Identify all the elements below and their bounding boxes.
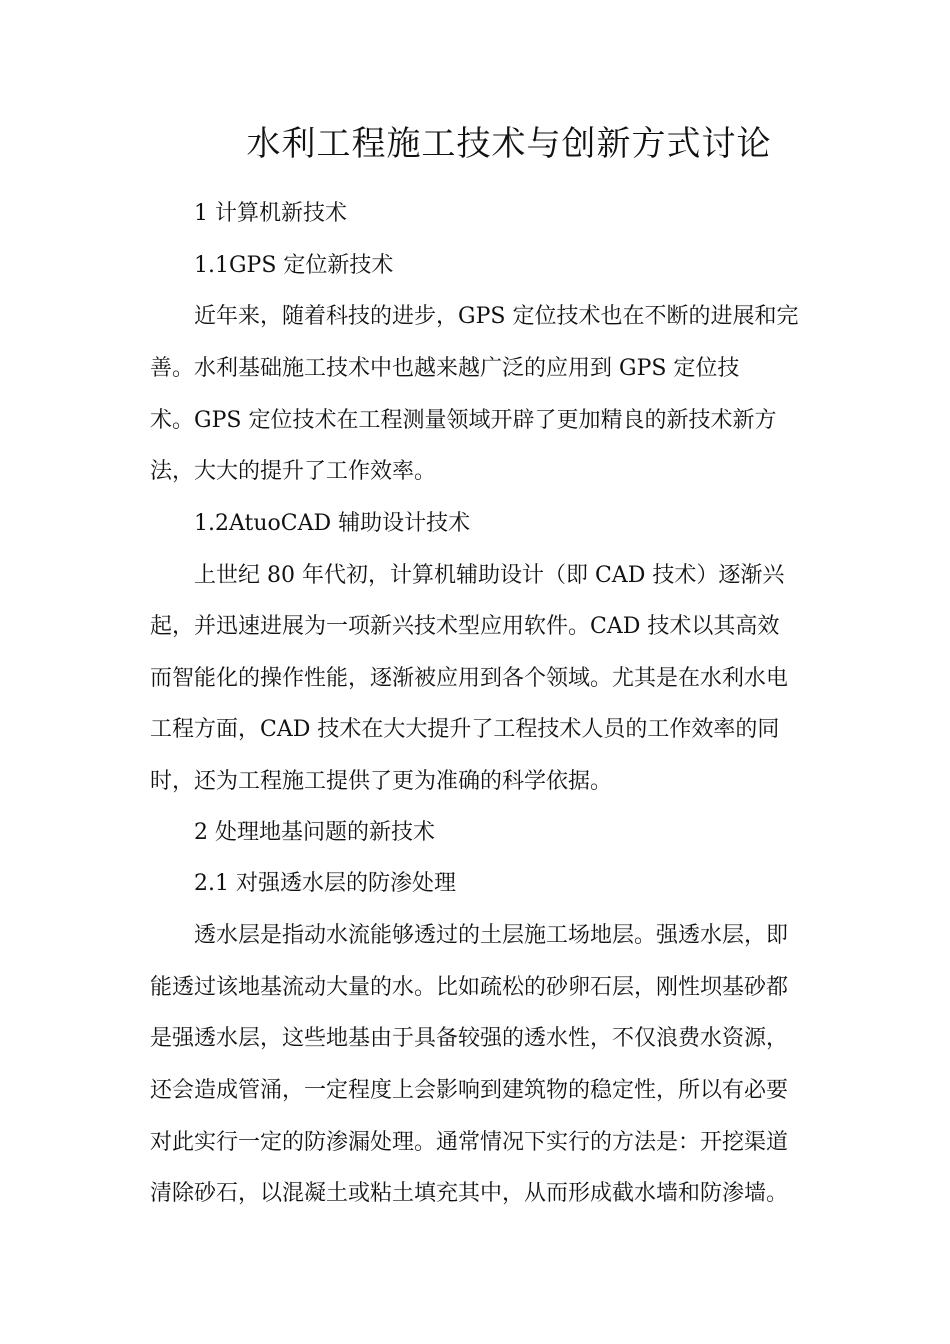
paragraph-3-line: 清除砂石，以混凝土或粘土填充其中，从而形成截水墙和防渗墙。 (150, 1181, 789, 1206)
paragraph-3-line: 透水层是指动水流能够透过的土层施工场地层。强透水层，即 (194, 923, 789, 948)
paragraph-2-line: 时，还为工程施工提供了更为准确的科学依据。 (150, 769, 613, 794)
heading-2-1: 2.1 对强透水层的防渗处理 (194, 871, 456, 896)
paragraph-1-line: 法，大大的提升了工作效率。 (150, 459, 437, 484)
paragraph-1-line: 近年来，随着科技的进步，GPS 定位技术也在不断的进展和完 (194, 304, 799, 329)
heading-1-1: 1.1GPS 定位新技术 (194, 253, 394, 278)
paragraph-3-line: 是强透水层，这些地基由于具备较强的透水性，不仅浪费水资源， (150, 1026, 789, 1051)
heading-1: 1 计算机新技术 (194, 201, 347, 226)
paragraph-2-line: 上世纪 80 年代初，计算机辅助设计（即 CAD 技术）逐渐兴 (194, 563, 785, 588)
paragraph-1-line: 善。水利基础施工技术中也越来越广泛的应用到 GPS 定位技 (150, 356, 740, 381)
heading-1-2: 1.2AtuoCAD 辅助设计技术 (194, 511, 471, 536)
paragraph-3-line: 还会造成管涌，一定程度上会影响到建筑物的稳定性，所以有必要 (150, 1078, 789, 1103)
heading-2: 2 处理地基问题的新技术 (194, 820, 435, 845)
paragraph-1-line: 术。GPS 定位技术在工程测量领域开辟了更加精良的新技术新方 (150, 408, 777, 433)
paragraph-3-line: 能透过该地基流动大量的水。比如疏松的砂卵石层，刚性坝基砂都 (150, 975, 789, 1000)
paragraph-3-line: 对此实行一定的防渗漏处理。通常情况下实行的方法是：开挖渠道 (150, 1130, 789, 1155)
paragraph-2-line: 而智能化的操作性能，逐渐被应用到各个领域。尤其是在水利水电 (150, 666, 789, 691)
document-title: 水利工程施工技术与创新方式讨论 (246, 124, 772, 164)
paragraph-2-line: 工程方面，CAD 技术在大大提升了工程技术人员的工作效率的同 (150, 717, 780, 742)
paragraph-2-line: 起，并迅速进展为一项新兴技术型应用软件。CAD 技术以其高效 (150, 614, 780, 639)
